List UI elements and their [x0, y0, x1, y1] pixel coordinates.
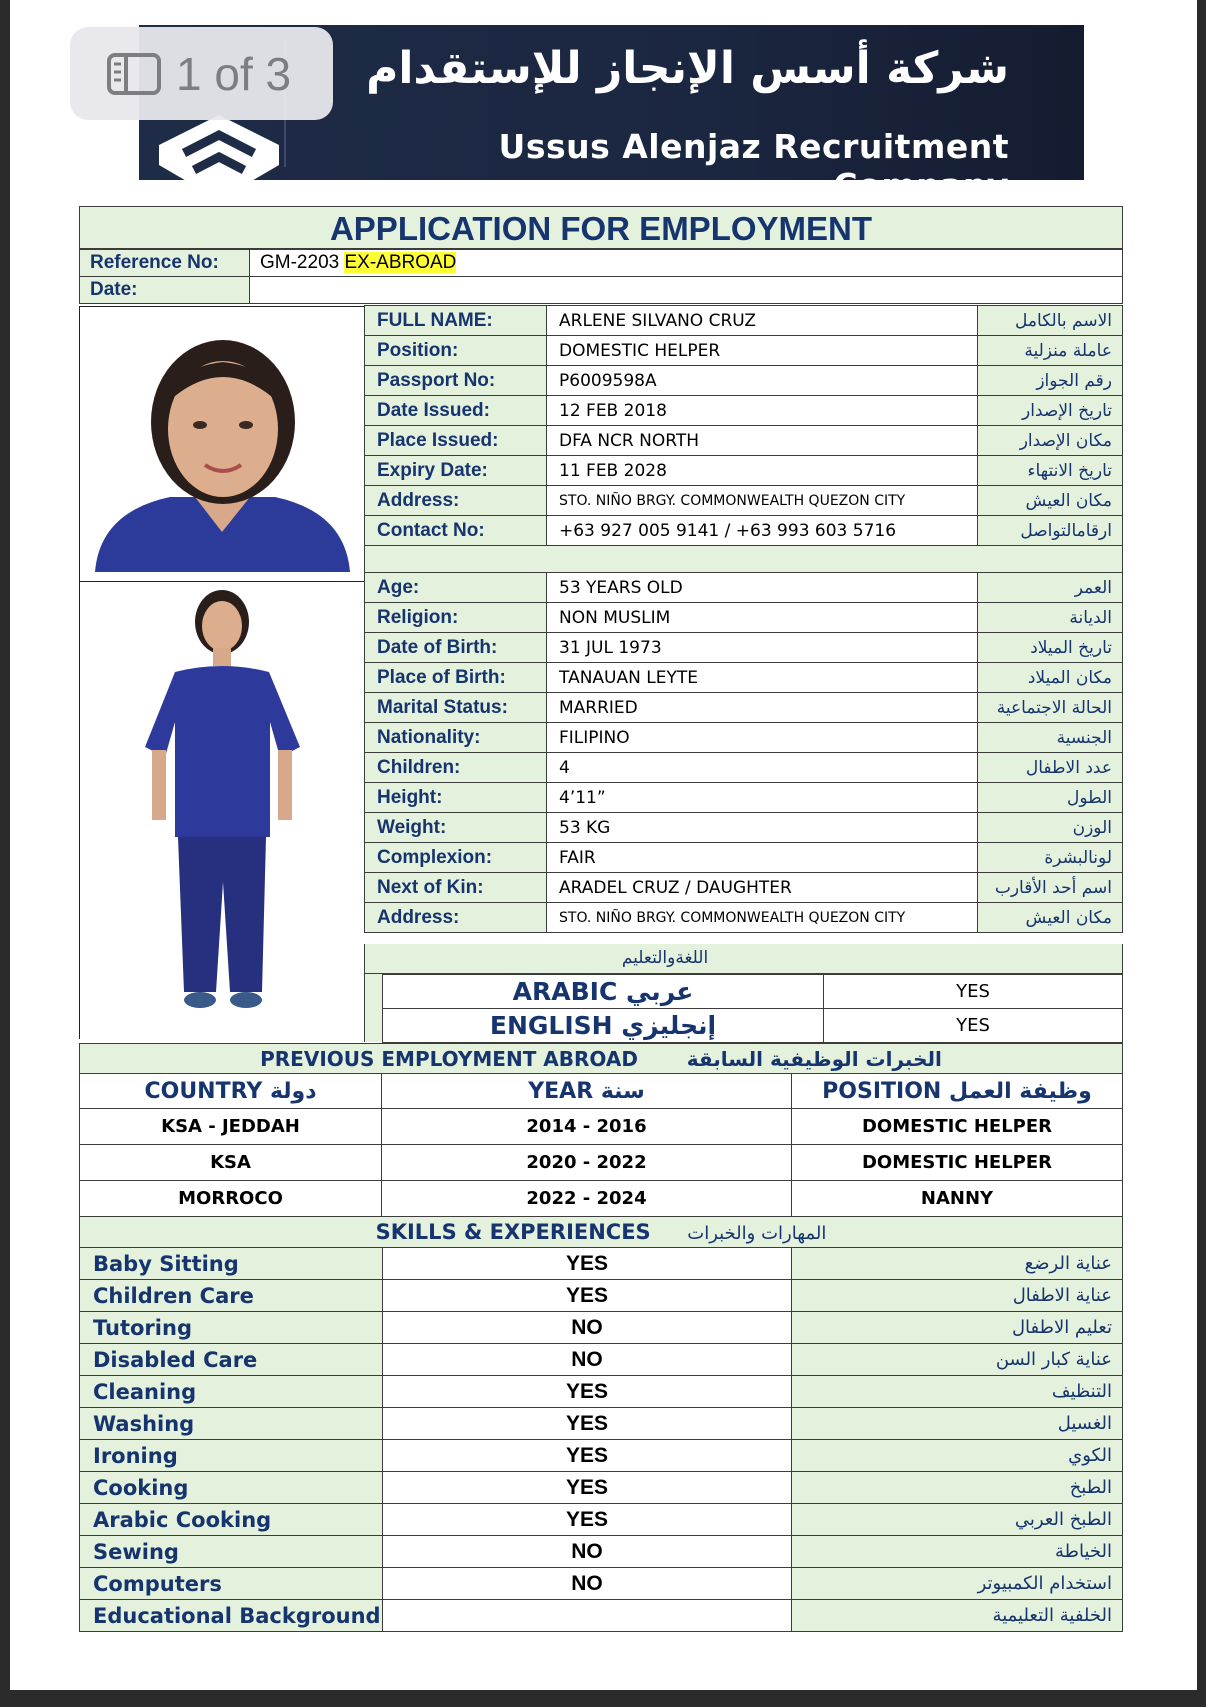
skills-heading: [80, 1217, 1123, 1248]
skill-value: YES: [383, 1280, 792, 1312]
detail-value: STO. NIÑO BRGY. COMMONWEALTH QUEZON CITY: [547, 903, 978, 933]
detail-label-arabic: الطول: [978, 783, 1123, 813]
employment-heading-arabic: الخبرات الوظيفية السابقة: [686, 1046, 942, 1071]
employment-year: 2014 - 2016: [382, 1109, 792, 1145]
sidebar-icon: [106, 52, 162, 96]
detail-label: Nationality:: [365, 723, 547, 753]
personal-label-arabic: مكان الإصدار: [978, 426, 1123, 456]
personal-row: [365, 426, 1123, 456]
detail-label: Place of Birth:: [365, 663, 547, 693]
company-name-arabic: شركة أسس الإنجاز للإستقدام: [366, 43, 1009, 94]
skill-label-arabic: الكوي: [792, 1440, 1123, 1472]
personal-label-arabic: ارقامالتواصل: [978, 516, 1123, 546]
employment-country: KSA - JEDDAH: [80, 1109, 382, 1145]
detail-row: [365, 663, 1123, 693]
personal-value: 12 FEB 2018: [547, 396, 978, 426]
skills-table: [79, 1216, 1123, 1632]
company-name-english: Ussus Alenjaz Recruitment Company: [498, 127, 1009, 205]
detail-row: [365, 873, 1123, 903]
employment-heading-english: PREVIOUS EMPLOYMENT ABROAD: [260, 1046, 638, 1071]
language-value: YES: [824, 1009, 1123, 1043]
languages-heading-arabic: اللغةوالتعليم: [621, 948, 709, 968]
employment-row: [80, 1145, 1123, 1181]
employment-year: 2022 - 2024: [382, 1181, 792, 1217]
skill-label: Baby Sitting: [80, 1248, 383, 1280]
column-country: COUNTRY دولة: [80, 1074, 382, 1109]
personal-label-arabic: عاملة منزلية: [978, 336, 1123, 366]
employment-columns-row: [80, 1074, 1123, 1109]
detail-label-arabic: الحالة الاجتماعية: [978, 693, 1123, 723]
employment-position: DOMESTIC HELPER: [792, 1109, 1123, 1145]
skills-heading-row: [80, 1217, 1123, 1248]
reference-tag: EX-ABROAD: [344, 252, 457, 273]
personal-row: [365, 336, 1123, 366]
personal-label-arabic: مكان العيش: [978, 486, 1123, 516]
languages-table: [382, 974, 1123, 1043]
personal-value: DOMESTIC HELPER: [547, 336, 978, 366]
personal-value: +63 927 005 9141 / +63 993 603 5716: [547, 516, 978, 546]
personal-label: Place Issued:: [365, 426, 547, 456]
personal-info-table: [364, 305, 1123, 933]
skill-label: Arabic Cooking: [80, 1504, 383, 1536]
detail-value: FILIPINO: [547, 723, 978, 753]
employment-year: 2020 - 2022: [382, 1145, 792, 1181]
skill-label-arabic: استخدام الكمبيوتر: [792, 1568, 1123, 1600]
detail-label: Children:: [365, 753, 547, 783]
language-row: [383, 975, 1123, 1009]
personal-row: [365, 396, 1123, 426]
skill-row: [80, 1472, 1123, 1504]
spacer-cell: [365, 546, 1123, 573]
table-spacer-row: [365, 546, 1123, 573]
skill-label: Ironing: [80, 1440, 383, 1472]
skill-row: [80, 1536, 1123, 1568]
language-value: YES: [824, 975, 1123, 1009]
employment-position: NANNY: [792, 1181, 1123, 1217]
skill-value: YES: [383, 1504, 792, 1536]
column-year: YEAR سنة: [382, 1074, 792, 1109]
detail-row: [365, 693, 1123, 723]
skill-label-arabic: الخلفية التعليمية: [792, 1600, 1123, 1632]
date-value: [250, 277, 1123, 304]
detail-label-arabic: عدد الاطفال: [978, 753, 1123, 783]
personal-label: Contact No:: [365, 516, 547, 546]
skill-label-arabic: تعليم الاطفال: [792, 1312, 1123, 1344]
personal-row: [365, 456, 1123, 486]
detail-row: [365, 903, 1123, 933]
skill-label-arabic: التنظيف: [792, 1376, 1123, 1408]
personal-row: [365, 366, 1123, 396]
detail-label: Weight:: [365, 813, 547, 843]
skill-label-arabic: عناية الاطفال: [792, 1280, 1123, 1312]
detail-label-arabic: اسم أحد الأقارب: [978, 873, 1123, 903]
detail-label-arabic: مكان العيش: [978, 903, 1123, 933]
skill-label-arabic: عناية كبار السن: [792, 1344, 1123, 1376]
personal-label-arabic: رقم الجواز: [978, 366, 1123, 396]
column-position: POSITION وظيفة العمل: [792, 1074, 1123, 1109]
languages-left-strip: [364, 974, 382, 1042]
skills-heading-arabic: المهارات والخبرات: [687, 1223, 827, 1244]
personal-value: STO. NIÑO BRGY. COMMONWEALTH QUEZON CITY: [547, 486, 978, 516]
skill-label-arabic: الطبخ العربي: [792, 1504, 1123, 1536]
skill-value: [383, 1600, 792, 1632]
skill-row: [80, 1408, 1123, 1440]
detail-row: [365, 813, 1123, 843]
skill-label: Educational Background: [80, 1600, 383, 1632]
skill-label: Tutoring: [80, 1312, 383, 1344]
skill-label: Sewing: [80, 1536, 383, 1568]
personal-label: FULL NAME:: [365, 306, 547, 336]
page-indicator[interactable]: [70, 27, 333, 120]
skill-value: NO: [383, 1568, 792, 1600]
personal-row: [365, 516, 1123, 546]
skill-value: NO: [383, 1536, 792, 1568]
employment-row: [80, 1109, 1123, 1145]
skill-label-arabic: الطبخ: [792, 1472, 1123, 1504]
employment-heading: [80, 1044, 1123, 1074]
language-row: [383, 1009, 1123, 1043]
skill-value: YES: [383, 1408, 792, 1440]
detail-row: [365, 753, 1123, 783]
detail-label-arabic: تاريخ الميلاد: [978, 633, 1123, 663]
personal-label: Date Issued:: [365, 396, 547, 426]
personal-label-arabic: تاريخ الانتهاء: [978, 456, 1123, 486]
personal-label-arabic: تاريخ الإصدار: [978, 396, 1123, 426]
detail-value: ARADEL CRUZ / DAUGHTER: [547, 873, 978, 903]
skill-label-arabic: الخياطة: [792, 1536, 1123, 1568]
detail-value: 53 YEARS OLD: [547, 573, 978, 603]
skill-value: NO: [383, 1312, 792, 1344]
reference-number: GM-2203: [260, 252, 340, 273]
skill-label: Cleaning: [80, 1376, 383, 1408]
skill-label: Computers: [80, 1568, 383, 1600]
skill-label: Washing: [80, 1408, 383, 1440]
skill-row: [80, 1440, 1123, 1472]
page-indicator-label: 1 of 3: [176, 47, 292, 100]
detail-label: Next of Kin:: [365, 873, 547, 903]
skill-label: Children Care: [80, 1280, 383, 1312]
skill-value: NO: [383, 1344, 792, 1376]
detail-value: NON MUSLIM: [547, 603, 978, 633]
employment-country: KSA: [80, 1145, 382, 1181]
date-label: Date:: [80, 277, 250, 304]
skill-value: YES: [383, 1440, 792, 1472]
skill-row: [80, 1504, 1123, 1536]
detail-row: [365, 603, 1123, 633]
detail-row: [365, 843, 1123, 873]
skill-label: Disabled Care: [80, 1344, 383, 1376]
skill-label: Cooking: [80, 1472, 383, 1504]
full-body-photo: [79, 581, 364, 1039]
personal-value: 11 FEB 2028: [547, 456, 978, 486]
skill-row: [80, 1248, 1123, 1280]
employment-position: DOMESTIC HELPER: [792, 1145, 1123, 1181]
personal-value: DFA NCR NORTH: [547, 426, 978, 456]
reference-value-cell: [250, 250, 1123, 277]
employment-row: [80, 1181, 1123, 1217]
personal-label-arabic: الاسم بالكامل: [978, 306, 1123, 336]
detail-row: [365, 633, 1123, 663]
personal-value: ARLENE SILVANO CRUZ: [547, 306, 978, 336]
personal-label: Address:: [365, 486, 547, 516]
skill-row: [80, 1280, 1123, 1312]
detail-label: Religion:: [365, 603, 547, 633]
detail-label-arabic: العمر: [978, 573, 1123, 603]
detail-label: Age:: [365, 573, 547, 603]
personal-value: P6009598A: [547, 366, 978, 396]
detail-label-arabic: الجنسية: [978, 723, 1123, 753]
detail-label-arabic: مكان الميلاد: [978, 663, 1123, 693]
skill-row: [80, 1568, 1123, 1600]
detail-value: 31 JUL 1973: [547, 633, 978, 663]
detail-value: MARRIED: [547, 693, 978, 723]
detail-label: Date of Birth:: [365, 633, 547, 663]
skill-row: [80, 1344, 1123, 1376]
detail-value: TANAUAN LEYTE: [547, 663, 978, 693]
reference-label: Reference No:: [80, 250, 250, 277]
languages-heading: [364, 944, 1123, 974]
personal-label: Position:: [365, 336, 547, 366]
detail-value: 4’11”: [547, 783, 978, 813]
reference-table: [79, 249, 1123, 304]
detail-label-arabic: لونالبشرة: [978, 843, 1123, 873]
skill-row: [80, 1376, 1123, 1408]
personal-label: Expiry Date:: [365, 456, 547, 486]
personal-row: [365, 306, 1123, 336]
employment-table: [79, 1043, 1123, 1217]
skill-row: [80, 1312, 1123, 1344]
detail-row: [365, 783, 1123, 813]
detail-value: FAIR: [547, 843, 978, 873]
detail-value: 53 KG: [547, 813, 978, 843]
skills-heading-english: SKILLS & EXPERIENCES: [375, 1220, 651, 1244]
detail-label: Complexion:: [365, 843, 547, 873]
personal-row: [365, 486, 1123, 516]
personal-label: Passport No:: [365, 366, 547, 396]
detail-label: Marital Status:: [365, 693, 547, 723]
detail-row: [365, 573, 1123, 603]
skill-label-arabic: عناية الرضع: [792, 1248, 1123, 1280]
detail-value: 4: [547, 753, 978, 783]
employment-heading-row: [80, 1044, 1123, 1074]
skill-value: YES: [383, 1248, 792, 1280]
skill-label-arabic: الغسيل: [792, 1408, 1123, 1440]
detail-row: [365, 723, 1123, 753]
document-page: [10, 0, 1197, 1690]
form-title: APPLICATION FOR EMPLOYMENT: [79, 206, 1123, 249]
employment-country: MORROCO: [80, 1181, 382, 1217]
detail-label: Address:: [365, 903, 547, 933]
skill-value: YES: [383, 1376, 792, 1408]
language-name: ARABIC عربي: [383, 975, 824, 1009]
detail-label-arabic: الوزن: [978, 813, 1123, 843]
skill-row: [80, 1600, 1123, 1632]
skill-value: YES: [383, 1472, 792, 1504]
language-name: ENGLISH إنجليزي: [383, 1009, 824, 1043]
detail-label-arabic: الديانة: [978, 603, 1123, 633]
detail-label: Height:: [365, 783, 547, 813]
portrait-photo: [79, 306, 364, 581]
